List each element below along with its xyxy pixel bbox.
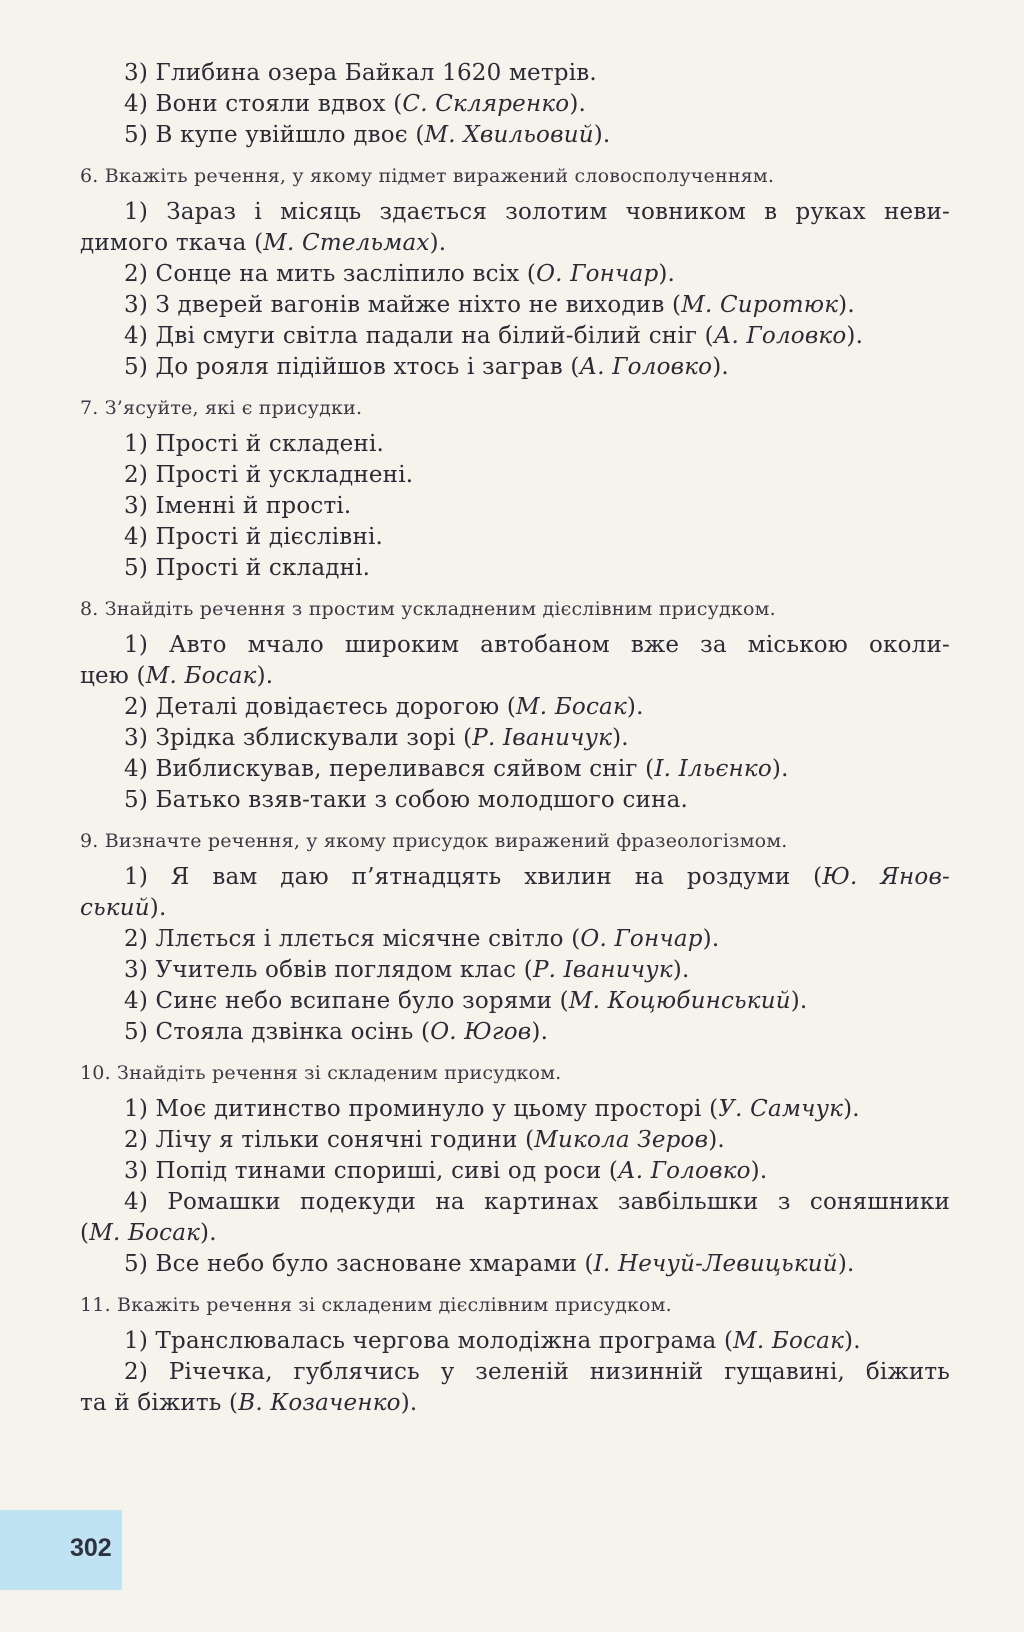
task-heading: 7. З’ясуйте, які є присудки. xyxy=(80,397,363,419)
task-heading: 6. Вкажіть речення, у якому підмет виражений словосполученням. xyxy=(80,165,775,187)
list-item: 1) Прості й складені. xyxy=(124,431,385,457)
list-item-continuation: цею (М. Босак). xyxy=(80,663,274,689)
list-item-continuation: та й біжить (В. Козаченко). xyxy=(80,1390,418,1416)
list-item: 4) Виблискував, переливався сяйвом сніг (І. Ільєнко). xyxy=(124,756,789,782)
list-item: 3) Глибина озера Байкал 1620 метрів. xyxy=(124,60,597,86)
list-item-continuation: (М. Босак). xyxy=(80,1220,217,1246)
page-number: 302 xyxy=(70,1534,112,1562)
list-item: 4) Синє небо всипане було зорями (М. Коцюбинський). xyxy=(124,988,808,1014)
list-item: 2) Ллється і ллється місячне світло (О. Гончар). xyxy=(124,926,720,952)
list-item: 3) Учитель обвів поглядом клас (Р. Іваничук). xyxy=(124,957,690,983)
list-item: 5) Все небо було засноване хмарами (І. Нечуй-Левицький). xyxy=(124,1251,855,1277)
list-item: 3) Іменні й прості. xyxy=(124,493,352,519)
list-item: 1) Транслювалась чергова молодіжна програма (М. Босак). xyxy=(124,1328,861,1354)
list-item: 4) Ромашки подекуди на картинах завбільшки з соняшники xyxy=(124,1189,950,1215)
task-heading: 10. Знайдіть речення зі складеним присудком. xyxy=(80,1062,562,1084)
list-item: 3) Попід тинами спориші, сиві од роси (А. Головко). xyxy=(124,1158,768,1184)
list-item: 5) До рояля підійшов хтось і заграв (А. Головко). xyxy=(124,354,729,380)
list-item: 3) Зрідка зблискували зорі (Р. Іваничук). xyxy=(124,725,629,751)
list-item: 1) Авто мчало широким автобаном вже за міською околи- xyxy=(124,632,950,658)
list-item-continuation: ський). xyxy=(80,895,167,921)
list-item: 5) Прості й складні. xyxy=(124,555,371,581)
task-heading: 9. Визначте речення, у якому присудок виражений фразеологізмом. xyxy=(80,830,788,852)
list-item: 5) Батько взяв-таки з собою молодшого сина. xyxy=(124,787,689,813)
task-heading: 11. Вкажіть речення зі складеним дієслівним присудком. xyxy=(80,1294,672,1316)
list-item: 5) Стояла дзвінка осінь (О. Югов). xyxy=(124,1019,549,1045)
list-item: 1) Зараз і місяць здається золотим човником в руках неви- xyxy=(124,199,950,225)
list-item: 4) Прості й дієслівні. xyxy=(124,524,384,550)
list-item: 2) Прості й ускладнені. xyxy=(124,462,414,488)
list-item: 2) Сонце на мить засліпило всіх (О. Гончар). xyxy=(124,261,676,287)
list-item: 4) Дві смуги світла падали на білий-білий сніг (А. Головко). xyxy=(124,323,864,349)
list-item: 4) Вони стояли вдвох (С. Скляренко). xyxy=(124,91,587,117)
list-item: 3) З дверей вагонів майже ніхто не виходив (М. Сиротюк). xyxy=(124,292,855,318)
list-item: 1) Я вам даю п’ятнадцять хвилин на роздуми (Ю. Янов- xyxy=(124,864,950,890)
list-item: 2) Деталі довідаєтесь дорогою (М. Босак). xyxy=(124,694,644,720)
list-item: 2) Річечка, гублячись у зеленій низинній гущавині, біжить xyxy=(124,1359,950,1385)
list-item: 1) Моє дитинство проминуло у цьому просторі (У. Самчук). xyxy=(124,1096,860,1122)
list-item: 2) Лічу я тільки сонячні години (Микола Зеров). xyxy=(124,1127,725,1153)
list-item: 5) В купе увійшло двоє (М. Хвильовий). xyxy=(124,122,611,148)
task-heading: 8. Знайдіть речення з простим ускладненим дієслівним присудком. xyxy=(80,598,776,620)
list-item-continuation: димого ткача (М. Стельмах). xyxy=(80,230,447,256)
text-column xyxy=(80,58,950,1419)
